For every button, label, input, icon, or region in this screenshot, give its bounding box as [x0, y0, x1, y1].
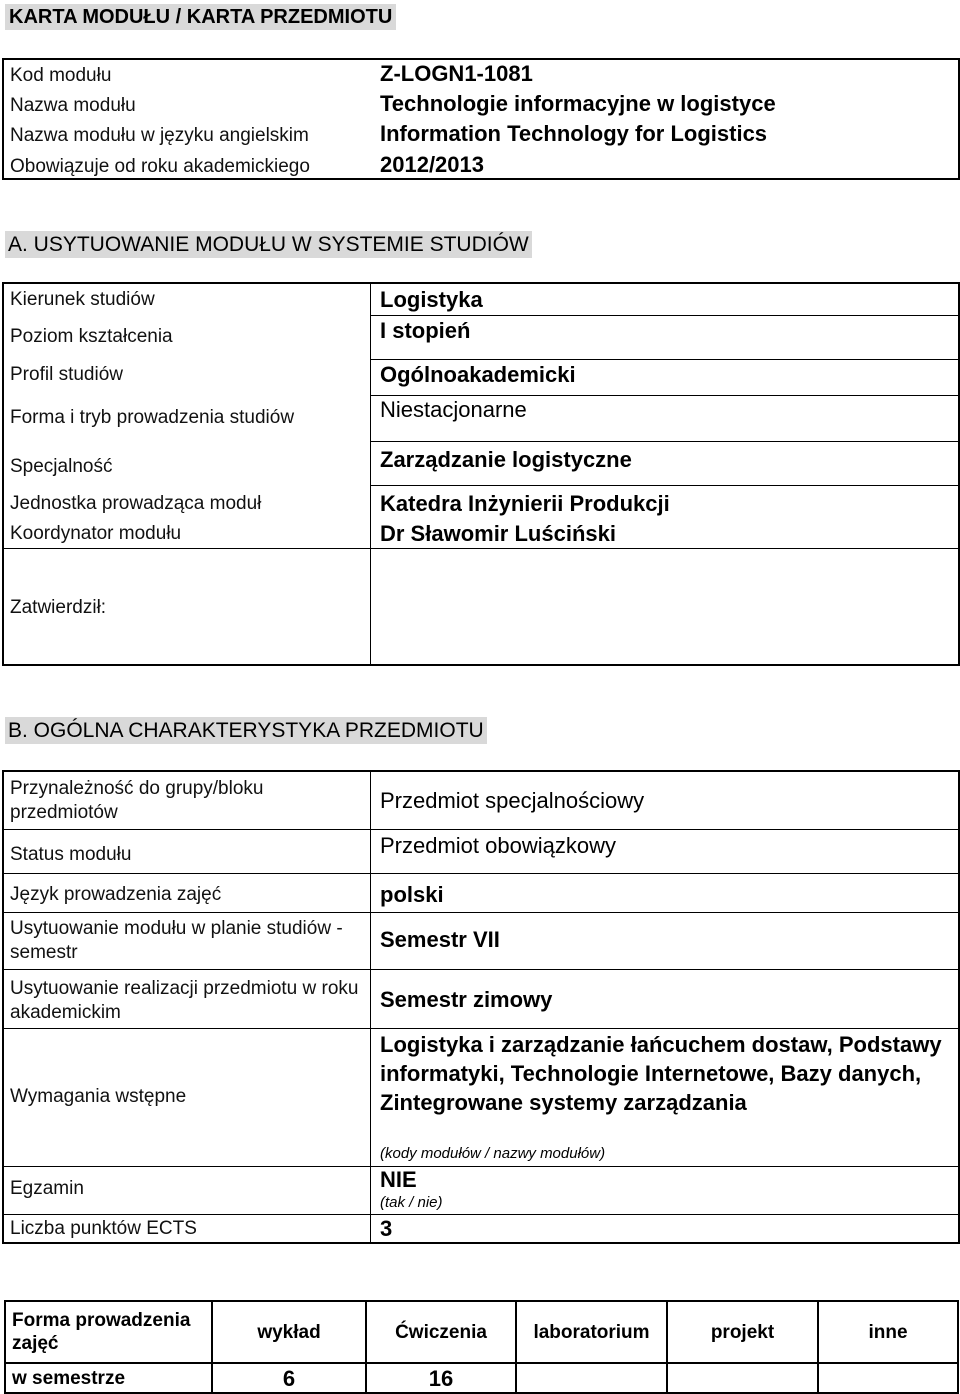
group-block-label: Przynależność do grupy/bloku przedmiotów [10, 778, 264, 823]
forms-header-cell: projekt [667, 1301, 818, 1363]
academic-year-placement-value: Semestr zimowy [380, 987, 553, 1012]
forms-row-label: w semestrze [5, 1363, 212, 1393]
row-separator [371, 485, 959, 486]
forms-cell: 16 [366, 1363, 516, 1393]
approved-by-label: Zatwierdził: [10, 597, 107, 618]
field-of-study-label: Kierunek studiów [10, 289, 155, 310]
forms-table-row [5, 1363, 958, 1393]
forms-table [4, 1300, 959, 1394]
section-b-divider [370, 771, 371, 1243]
forms-cell [516, 1363, 667, 1393]
section-a-divider [370, 283, 371, 665]
row-separator [3, 1214, 959, 1215]
row-separator [3, 969, 959, 970]
module-status-value: Przedmiot obowiązkowy [380, 833, 616, 858]
forms-table-header-row [5, 1301, 958, 1363]
semester-placement-value: Semestr VII [380, 927, 500, 952]
study-profile-label: Profil studiów [10, 364, 123, 385]
row-separator [3, 1166, 959, 1167]
education-level-value: I stopień [380, 318, 471, 343]
semester-placement-label: Usytuowanie modułu w planie studiów - semestr [10, 918, 343, 963]
valid-from-label: Obowiązuje od roku akademickiego [10, 156, 310, 177]
exam-value: NIE [380, 1167, 417, 1192]
module-name-label: Nazwa modułu [10, 95, 136, 116]
valid-from-value: 2012/2013 [380, 152, 484, 177]
module-name-en-value: Information Technology for Logistics [380, 121, 768, 146]
exam-label: Egzamin [10, 1178, 84, 1199]
prerequisites-value: Logistyka i zarządzanie łańcuchem dostaw, Podstawy informatyki, Technologie Internetowe, Bazy danych, Zintegrowane systemy zarządzania [380, 1032, 942, 1115]
exam-hint: (tak / nie) [380, 1194, 443, 1211]
section-b-heading: B. OGÓLNA CHARAKTERYSTYKA PRZEDMIOTU [5, 717, 487, 744]
row-separator [371, 315, 959, 316]
module-name-en-label: Nazwa modułu w języku angielskim [10, 125, 309, 146]
forms-cell: 6 [212, 1363, 366, 1393]
academic-year-placement-label: Usytuowanie realizacji przedmiotu w roku akademickim [10, 978, 359, 1023]
language-value: polski [380, 882, 444, 907]
forms-header-cell: inne [818, 1301, 958, 1363]
module-name-value: Technologie informacyjne w logistyce [380, 91, 776, 116]
study-profile-value: Ogólnoakademicki [380, 362, 576, 387]
education-level-label: Poziom kształcenia [10, 326, 173, 347]
section-a-heading: A. USYTUOWANIE MODUŁU W SYSTEMIE STUDIÓW [5, 231, 532, 258]
prerequisites-label: Wymagania wstępne [10, 1086, 187, 1107]
page-title: KARTA MODUŁU / KARTA PRZEDMIOTU [5, 4, 396, 30]
forms-header-cell: laboratorium [516, 1301, 667, 1363]
forms-cell [667, 1363, 818, 1393]
specialization-value: Zarządzanie logistyczne [380, 447, 632, 472]
language-label: Język prowadzenia zajęć [10, 884, 222, 905]
unit-value: Katedra Inżynierii Produkcji [380, 491, 670, 516]
study-mode-label: Forma i tryb prowadzenia studiów [10, 407, 295, 428]
section-a-approval-divider [3, 548, 959, 549]
forms-header-cell: Forma prowadzenia zajęć [5, 1301, 212, 1363]
study-mode-value: Niestacjonarne [380, 397, 527, 422]
forms-cell [818, 1363, 958, 1393]
prerequisites-hint: (kody modułów / nazwy modułów) [380, 1145, 606, 1162]
row-separator [371, 441, 959, 442]
row-separator [3, 873, 959, 874]
module-code-value: Z-LOGN1-1081 [380, 61, 533, 86]
group-block-value: Przedmiot specjalnościowy [380, 788, 645, 813]
coordinator-value: Dr Sławomir Luściński [380, 521, 616, 546]
coordinator-label: Koordynator modułu [10, 523, 182, 544]
module-status-label: Status modułu [10, 844, 132, 865]
row-separator [3, 829, 959, 830]
module-code-label: Kod modułu [10, 65, 112, 86]
row-separator [3, 912, 959, 913]
row-separator [371, 359, 959, 360]
ects-value: 3 [380, 1216, 393, 1241]
row-separator [3, 1028, 959, 1029]
field-of-study-value: Logistyka [380, 287, 483, 312]
specialization-label: Specjalność [10, 456, 113, 477]
unit-label: Jednostka prowadząca moduł [10, 493, 262, 514]
forms-header-cell: wykład [212, 1301, 366, 1363]
forms-header-cell: Ćwiczenia [366, 1301, 516, 1363]
ects-label: Liczba punktów ECTS [10, 1218, 197, 1239]
